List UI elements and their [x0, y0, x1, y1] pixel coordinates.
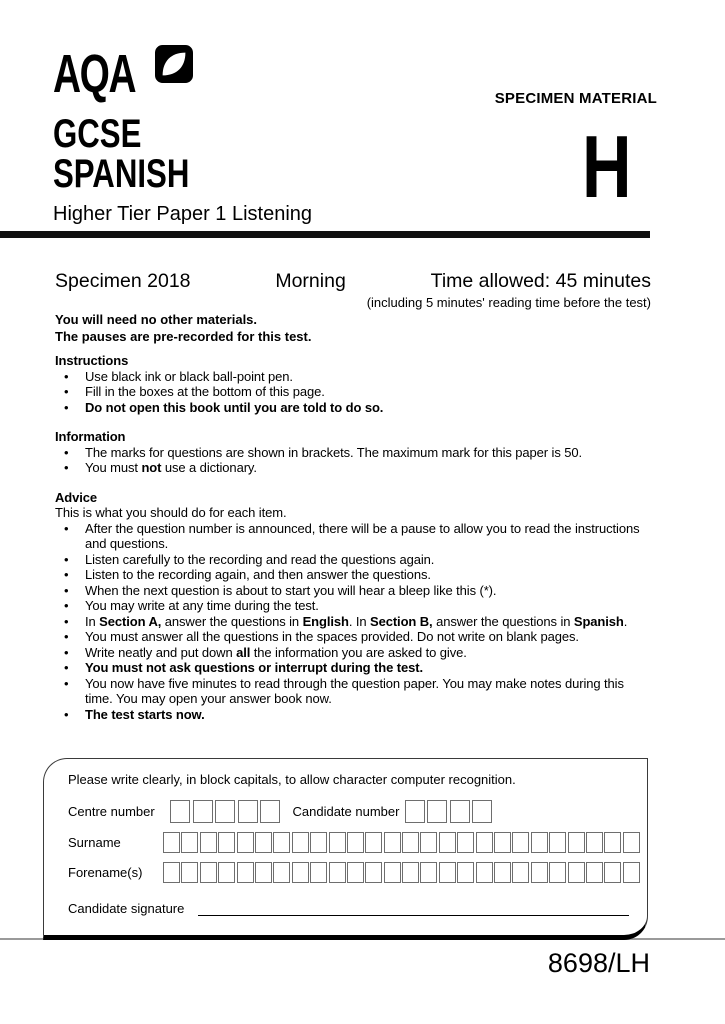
section-heading: Instructions	[55, 353, 129, 368]
section-intro: This is what you should do for each item.	[55, 505, 287, 520]
surname-character-cell[interactable]	[457, 832, 474, 853]
surname-character-cell[interactable]	[218, 832, 235, 853]
tier-letter: H	[582, 117, 632, 216]
centre-number-boxes	[170, 800, 283, 823]
surname-row	[68, 832, 647, 853]
forename-character-cell[interactable]	[476, 862, 493, 883]
surname-character-cell[interactable]	[402, 832, 419, 853]
materials-line: The pauses are pre-recorded for this test.	[55, 328, 312, 344]
centre-number-cell[interactable]	[215, 800, 235, 823]
centre-number-cell[interactable]	[170, 800, 190, 823]
bullet-item: • Do not open this book until you are told to do so.	[55, 400, 653, 416]
signature-line[interactable]	[198, 900, 629, 916]
materials-line: You will need no other materials.	[55, 312, 258, 327]
bullet-list	[55, 445, 653, 476]
forename-character-cell[interactable]	[200, 862, 217, 883]
forename-character-cell[interactable]	[273, 862, 290, 883]
surname-character-cell[interactable]	[273, 832, 290, 853]
aqa-logo-text: AQA	[53, 44, 136, 104]
time-allowed: Time allowed: 45 minutes	[430, 270, 651, 292]
surname-character-cell[interactable]	[512, 832, 529, 853]
forename-character-cell[interactable]	[365, 862, 382, 883]
centre-number-cell[interactable]	[238, 800, 258, 823]
candidate-number-boxes	[405, 800, 495, 823]
forename-character-cell[interactable]	[384, 862, 401, 883]
forename-label: Forename(s)	[68, 865, 143, 880]
surname-character-cell[interactable]	[531, 832, 548, 853]
paper-code: 8698/LH	[547, 948, 650, 978]
candidate-number-label: Candidate number	[292, 804, 400, 819]
candidate-number-cell[interactable]	[427, 800, 447, 823]
bullet-item: • Write neatly and put down all the information you are asked to give.	[55, 645, 653, 661]
surname-character-cell[interactable]	[623, 832, 640, 853]
bullet-item: • The test starts now.	[55, 707, 653, 723]
bullet-item: • You may write at any time during the test.	[55, 598, 653, 614]
qualification-title: GCSE	[53, 112, 142, 156]
forename-character-cell[interactable]	[586, 862, 603, 883]
session-time-of-day: Morning	[275, 270, 346, 292]
signature-label: Candidate signature	[68, 901, 185, 916]
forename-character-cell[interactable]	[310, 862, 327, 883]
bullet-item: • Fill in the boxes at the bottom of this page.	[55, 384, 653, 400]
forename-character-cell[interactable]	[439, 862, 456, 883]
surname-character-cell[interactable]	[329, 832, 346, 853]
surname-character-cell[interactable]	[255, 832, 272, 853]
instruction-sections	[55, 353, 653, 722]
centre-number-cell[interactable]	[260, 800, 280, 823]
forename-boxes	[163, 862, 641, 883]
surname-character-cell[interactable]	[237, 832, 254, 853]
forename-character-cell[interactable]	[255, 862, 272, 883]
forename-row	[68, 862, 647, 883]
surname-character-cell[interactable]	[494, 832, 511, 853]
forename-character-cell[interactable]	[292, 862, 309, 883]
materials-note	[55, 312, 311, 345]
bullet-item: • You now have five minutes to read through the question paper. You may make notes during this time. You may open your answer book now.	[55, 676, 653, 707]
bullet-item: • You must not ask questions or interrupt during the test.	[55, 660, 653, 676]
surname-character-cell[interactable]	[365, 832, 382, 853]
forename-character-cell[interactable]	[549, 862, 566, 883]
bullet-item: • Listen carefully to the recording and read the questions again.	[55, 552, 653, 568]
section-information	[55, 429, 653, 476]
subject-title: SPANISH	[53, 152, 190, 196]
bullet-item: • The marks for questions are shown in brackets. The maximum mark for this paper is 50.	[55, 445, 653, 461]
forename-character-cell[interactable]	[604, 862, 621, 883]
forename-character-cell[interactable]	[237, 862, 254, 883]
section-heading: Information	[55, 429, 126, 444]
bullet-item: • You must answer all the questions in the spaces provided. Do not write on blank pages.	[55, 629, 653, 645]
forename-character-cell[interactable]	[494, 862, 511, 883]
forename-character-cell[interactable]	[329, 862, 346, 883]
candidate-number-cell[interactable]	[450, 800, 470, 823]
bullet-list	[55, 521, 653, 723]
forename-character-cell[interactable]	[181, 862, 198, 883]
bullet-item: • In Section A, answer the questions in English. In Section B, answer the questions in Spanish.	[55, 614, 653, 630]
forename-character-cell[interactable]	[531, 862, 548, 883]
forename-character-cell[interactable]	[623, 862, 640, 883]
surname-character-cell[interactable]	[310, 832, 327, 853]
forename-character-cell[interactable]	[218, 862, 235, 883]
centre-number-cell[interactable]	[193, 800, 213, 823]
forename-character-cell[interactable]	[512, 862, 529, 883]
bullet-item: • Use black ink or black ball-point pen.	[55, 369, 653, 385]
bullet-list	[55, 369, 653, 416]
forename-character-cell[interactable]	[347, 862, 364, 883]
time-allowed-note: (including 5 minutes' reading time before the test)	[366, 295, 651, 310]
forename-character-cell[interactable]	[163, 862, 180, 883]
block-capitals-notice: Please write clearly, in block capitals, to allow character computer recognition.	[68, 772, 516, 787]
specimen-material-label: SPECIMEN MATERIAL	[494, 90, 657, 107]
surname-character-cell[interactable]	[200, 832, 217, 853]
bullet-item: • After the question number is announced, there will be a pause to allow you to read the instructions and questions.	[55, 521, 653, 552]
section-heading: Advice	[55, 489, 98, 505]
surname-character-cell[interactable]	[604, 832, 621, 853]
surname-character-cell[interactable]	[439, 832, 456, 853]
surname-character-cell[interactable]	[549, 832, 566, 853]
forename-character-cell[interactable]	[420, 862, 437, 883]
header-rule	[0, 231, 650, 238]
session-date: Specimen 2018	[55, 270, 191, 292]
surname-character-cell[interactable]	[476, 832, 493, 853]
candidate-details-box	[43, 758, 648, 940]
forename-character-cell[interactable]	[402, 862, 419, 883]
surname-character-cell[interactable]	[347, 832, 364, 853]
centre-number-label: Centre number	[68, 804, 155, 819]
bullet-item: • Listen to the recording again, and then answer the questions.	[55, 567, 653, 583]
surname-character-cell[interactable]	[420, 832, 437, 853]
session-row	[55, 270, 651, 293]
surname-character-cell[interactable]	[163, 832, 180, 853]
section-instructions	[55, 353, 653, 415]
bullet-item: • When the next question is about to start you will hear a bleep like this (*).	[55, 583, 653, 599]
candidate-number-cell[interactable]	[405, 800, 425, 823]
surname-boxes	[163, 832, 641, 853]
aqa-leaf-icon	[155, 45, 193, 83]
surname-character-cell[interactable]	[181, 832, 198, 853]
section-advice	[55, 490, 653, 723]
surname-label: Surname	[68, 835, 121, 850]
forename-character-cell[interactable]	[457, 862, 474, 883]
candidate-number-cell[interactable]	[472, 800, 492, 823]
paper-title: Higher Tier Paper 1 Listening	[53, 203, 313, 225]
surname-character-cell[interactable]	[384, 832, 401, 853]
forename-character-cell[interactable]	[568, 862, 585, 883]
surname-character-cell[interactable]	[292, 832, 309, 853]
surname-character-cell[interactable]	[568, 832, 585, 853]
bullet-item: • You must not use a dictionary.	[55, 460, 653, 476]
signature-row	[68, 900, 647, 916]
surname-character-cell[interactable]	[586, 832, 603, 853]
number-row	[68, 800, 647, 823]
